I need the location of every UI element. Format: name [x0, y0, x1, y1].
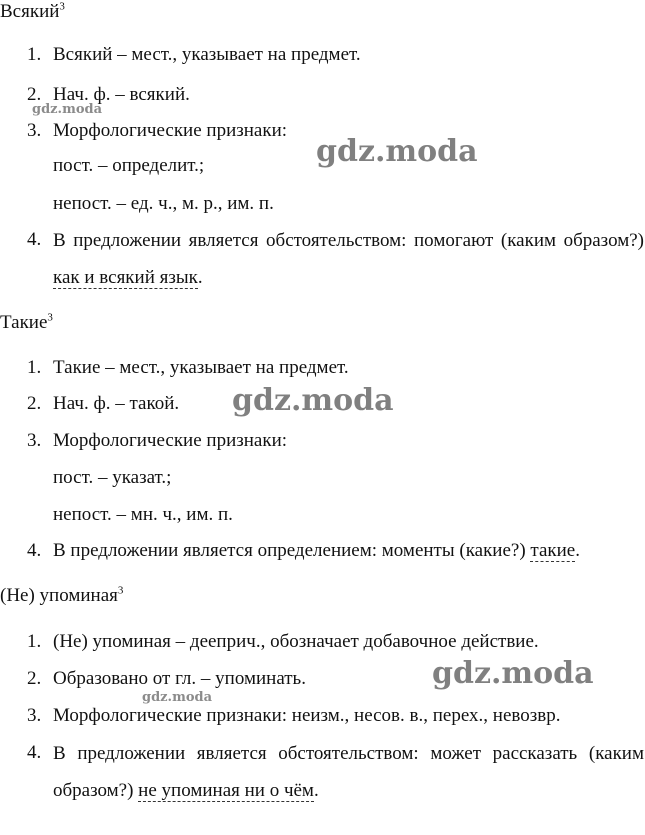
item-text — [53, 540, 644, 562]
section-heading — [0, 1, 65, 23]
item-number: 3. — [27, 120, 42, 141]
item-text-part: В предложении является обстоятельством: может рассказать (каким образом?) — [53, 743, 644, 801]
heading-word: Такие — [0, 312, 48, 333]
item-text-part: В предложении является определением: моменты (какие?) — [53, 540, 531, 561]
item-number: 3. — [27, 430, 42, 451]
item-text: Образовано от гл. – упоминать. — [53, 668, 306, 689]
underlined-phrase: как и всякий язык — [53, 267, 198, 288]
section-heading — [0, 312, 53, 334]
item-number: 2. — [27, 668, 42, 689]
watermark: gdz.moda — [32, 102, 103, 117]
item-text — [53, 735, 644, 809]
heading-word: (Не) упоминая — [0, 585, 118, 606]
item-text: Морфологические признаки: — [53, 120, 288, 141]
watermark: gdz.moda — [316, 134, 478, 169]
sub-line-variable: непост. – мн. ч., им. п. — [53, 504, 233, 525]
item-number: 1. — [27, 631, 42, 652]
heading-superscript: 3 — [117, 584, 124, 597]
item-number: 2. — [27, 84, 42, 105]
item-number: 1. — [27, 357, 42, 378]
item-number: 2. — [27, 393, 42, 414]
item-number: 4. — [27, 229, 42, 250]
item-number: 4. — [27, 742, 42, 763]
item-text-part: . — [197, 267, 203, 288]
item-text — [53, 222, 644, 296]
item-number: 4. — [27, 540, 42, 561]
sub-line-constant: пост. – указат.; — [53, 467, 172, 488]
underlined-phrase: такие — [530, 540, 576, 561]
item-text: Всякий – мест., указывает на предмет. — [53, 44, 361, 65]
watermark: gdz.moda — [432, 656, 594, 691]
item-number: 3. — [27, 705, 42, 726]
heading-superscript: 3 — [59, 0, 65, 13]
item-number: 1. — [27, 44, 42, 65]
item-text: Нач. ф. – такой. — [53, 393, 180, 414]
item-text: Такие – мест., указывает на предмет. — [53, 357, 349, 378]
watermark: gdz.moda — [142, 690, 213, 705]
item-text: Морфологические признаки: — [53, 430, 288, 451]
underlined-phrase: не упоминая ни о чём — [138, 780, 314, 801]
sub-line-variable: непост. – ед. ч., м. р., им. п. — [53, 193, 274, 214]
item-text-part: . — [313, 780, 319, 801]
sub-line-constant: пост. – определит.; — [53, 155, 205, 176]
item-text-part: В предложении является обстоятельством: помогают (каким образом?) — [53, 230, 644, 251]
section-heading — [0, 585, 123, 607]
heading-word: Всякий — [0, 1, 60, 22]
item-text: Нач. ф. – всякий. — [53, 84, 190, 105]
item-text: (Не) упоминая – дееприч., обозначает добавочное действие. — [53, 631, 539, 652]
item-text: Морфологические признаки: неизм., несов. в., перех., невозвр. — [53, 705, 561, 726]
item-text-part: . — [575, 540, 580, 561]
heading-superscript: 3 — [47, 311, 53, 324]
watermark: gdz.moda — [232, 383, 394, 418]
